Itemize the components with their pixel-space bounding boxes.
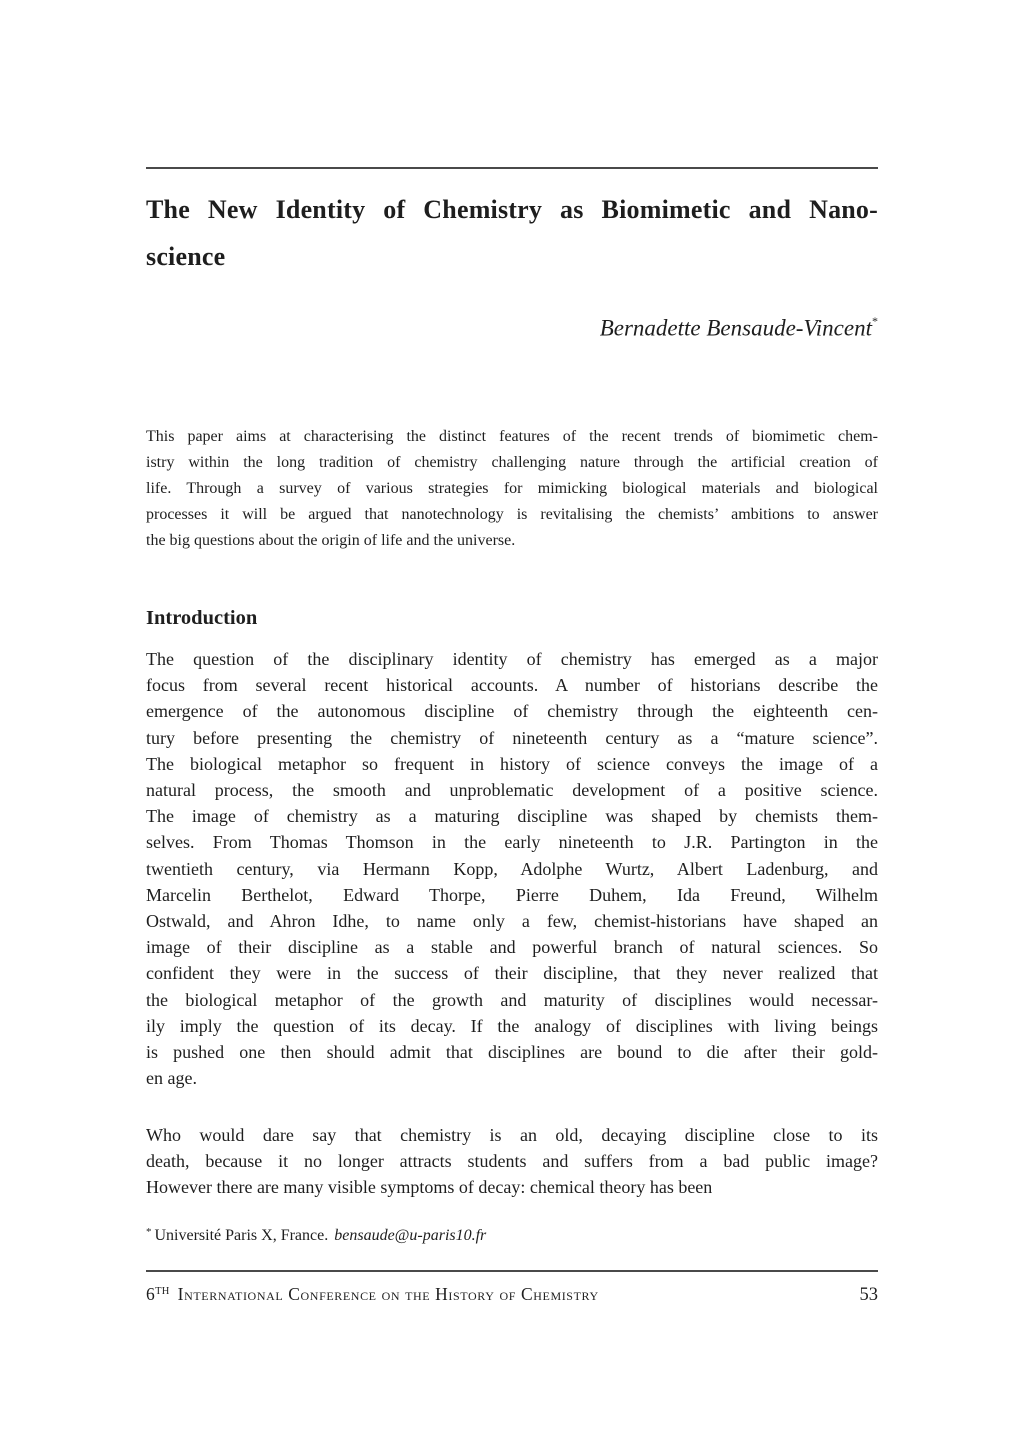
text-line: processes it will be argued that nanotechnology is revitalising the chemists’ ambitions to answer <box>146 506 878 523</box>
author-name: Bernadette Bensaude-Vincent <box>599 315 872 341</box>
text-line: However there are many visible symptoms of decay: chemical theory has been <box>146 1177 713 1198</box>
author-line <box>146 308 878 344</box>
text-line: Ostwald, and Ahron Idhe, to name only a few, chemist-historians have shaped an <box>146 911 878 932</box>
text-line: en age. <box>146 1068 197 1089</box>
conference-ordinal-suffix: TH <box>155 1286 170 1297</box>
abstract <box>146 424 878 554</box>
text-line: confident they were in the success of their discipline, that they never realized that <box>146 963 878 984</box>
text-line: the big questions about the origin of life and the universe. <box>146 532 516 549</box>
footer <box>146 1284 878 1306</box>
footnote-marker: * <box>146 1226 152 1238</box>
paper-title <box>146 186 878 280</box>
body-paragraph-2 <box>146 1122 878 1201</box>
text-line: Who would dare say that chemistry is an old, decaying discipline close to its <box>146 1125 878 1145</box>
text-line: istry within the long tradition of chemistry challenging nature through the artificial creation of <box>146 454 878 471</box>
footnote-email: bensaude@u-paris10.fr <box>334 1227 487 1244</box>
text-line: The question of the disciplinary identity of chemistry has emerged as a major <box>146 649 878 669</box>
footer-conference <box>146 1284 599 1305</box>
footnote <box>146 1224 878 1249</box>
text-line: natural process, the smooth and unproblematic development of a positive science. <box>146 780 878 801</box>
footer-rule <box>146 1270 878 1272</box>
text-line: is pushed one then should admit that disciplines are bound to die after their gold- <box>146 1042 878 1063</box>
text-line: the biological metaphor of the growth and maturity of disciplines would necessar- <box>146 989 878 1010</box>
author-note-marker: * <box>872 314 878 328</box>
text-line: life. Through a survey of various strategies for mimicking biological materials and biological <box>146 480 878 497</box>
text-line: selves. From Thomas Thomson in the early nineteenth to J.R. Partington in the <box>146 832 878 853</box>
text-line: emergence of the autonomous discipline of chemistry through the eighteenth cen- <box>146 701 878 722</box>
text-line: tury before presenting the chemistry of nineteenth century as a “mature science”. <box>146 727 878 748</box>
text-line: twentieth century, via Hermann Kopp, Adolphe Wurtz, Albert Ladenburg, and <box>146 858 878 879</box>
text-line: focus from several recent historical accounts. A number of historians describe the <box>146 675 878 696</box>
text-line: Marcelin Berthelot, Edward Thorpe, Pierre Duhem, Ida Freund, Wilhelm <box>146 884 878 905</box>
page-number: 53 <box>859 1285 878 1305</box>
text-line: This paper aims at characterising the distinct features of the recent trends of biomimetic chem- <box>146 428 878 445</box>
body-paragraph-1 <box>146 646 878 1091</box>
text-line: image of their discipline as a stable and powerful branch of natural sciences. So <box>146 937 878 958</box>
footnote-affiliation: Université Paris X, France. <box>154 1227 329 1244</box>
text-line: death, because it no longer attracts students and suffers from a bad public image? <box>146 1151 878 1172</box>
text-line: The image of chemistry as a maturing discipline was shaped by chemists them- <box>146 806 878 827</box>
text-line: The New Identity of Chemistry as Biomimetic and Nano- <box>146 195 878 224</box>
header-rule <box>146 167 878 169</box>
conference-title: International Conference on the History of Chemistry <box>177 1284 599 1304</box>
text-line: science <box>146 242 226 271</box>
text-line: ily imply the question of its decay. If the analogy of disciplines with living beings <box>146 1015 878 1036</box>
section-heading-introduction: Introduction <box>146 607 258 629</box>
conference-number: 6 <box>146 1284 156 1304</box>
text-line: The biological metaphor so frequent in history of science conveys the image of a <box>146 753 878 774</box>
